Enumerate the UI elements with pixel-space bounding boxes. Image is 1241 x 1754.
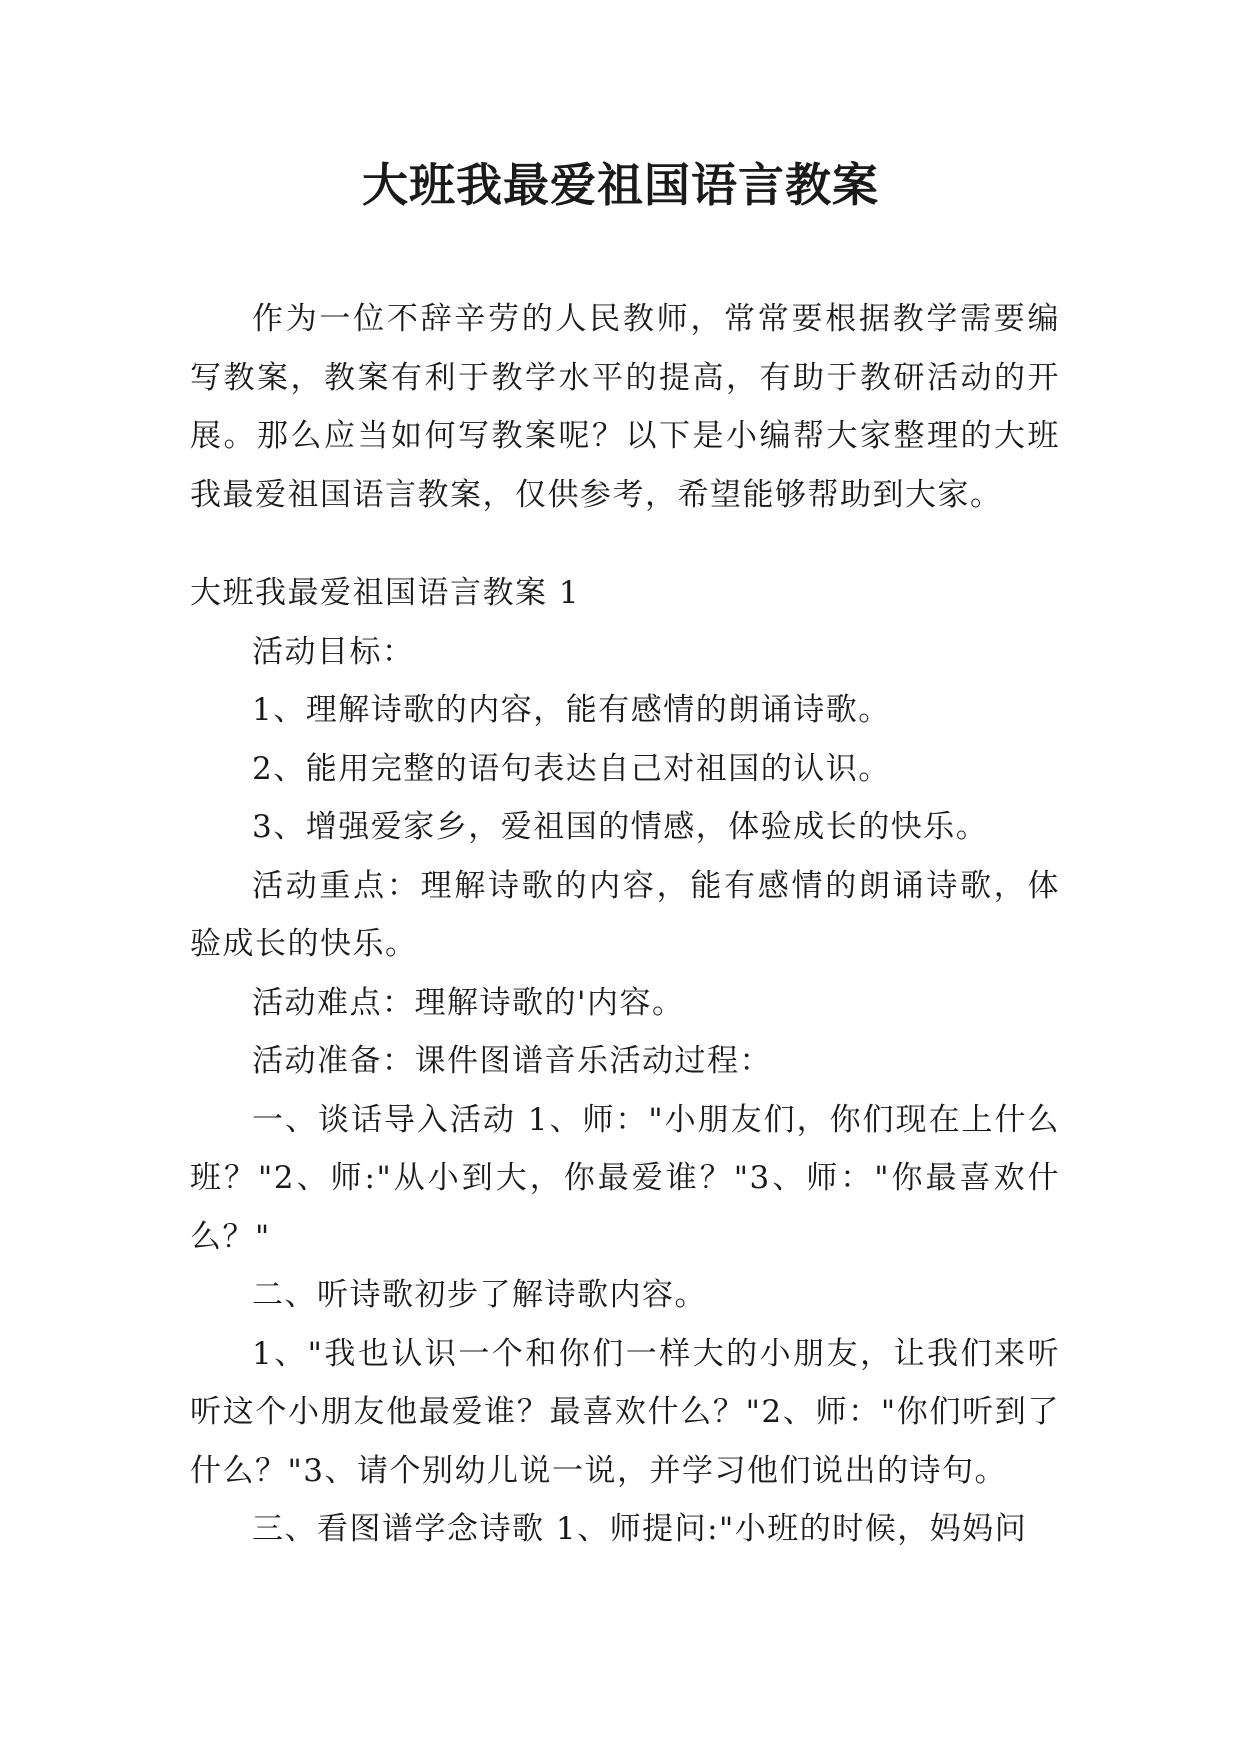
document-title: 大班我最爱祖国语言教案 bbox=[362, 158, 879, 212]
body-paragraph: 二、听诗歌初步了解诗歌内容。 bbox=[252, 1277, 707, 1313]
body-paragraph: 1、"我也认识一个和你们一样大的小朋友，让我们来听听这个小朋友他最爱谁？最喜欢什么？"2、师："你们听到了什么？"3、请个别幼儿说一说，并学习他们说出的诗句。 bbox=[190, 1335, 1060, 1489]
document-body bbox=[190, 290, 1060, 1559]
body-paragraph: 一、谈话导入活动 1、师："小朋友们，你们现在上什么班？"2、师:"从小到大，你最爱谁？"3、师："你最喜欢什么？" bbox=[190, 1101, 1060, 1255]
section-heading: 大班我最爱祖国语言教案 1 bbox=[190, 575, 581, 611]
body-paragraph: 2、能用完整的语句表达自己对祖国的认识。 bbox=[252, 750, 891, 787]
body-paragraph: 1、理解诗歌的内容，能有感情的朗诵诗歌。 bbox=[252, 692, 891, 728]
body-paragraph: 活动难点：理解诗歌的'内容。 bbox=[252, 984, 685, 1021]
intro-paragraph: 作为一位不辞辛劳的人民教师，常常要根据教学需要编写教案，教案有利于教学水平的提高，有助于教研活动的开展。那么应当如何写教案呢？以下是小编帮大家整理的大班我最爱祖国语言教案，仅供参考，希望能够帮助到大家。 bbox=[190, 301, 1060, 513]
body-paragraph: 活动重点：理解诗歌的内容，能有感情的朗诵诗歌，体验成长的快乐。 bbox=[190, 867, 1060, 962]
body-paragraph: 3、增强爱家乡，爱祖国的情感，体验成长的快乐。 bbox=[252, 809, 989, 845]
body-paragraph: 活动目标： bbox=[252, 633, 415, 670]
body-paragraph: 三、看图谱学念诗歌 1、师提问:"小班的时候，妈妈问 bbox=[252, 1511, 1028, 1547]
body-paragraph: 活动准备：课件图谱音乐活动过程： bbox=[252, 1043, 772, 1079]
